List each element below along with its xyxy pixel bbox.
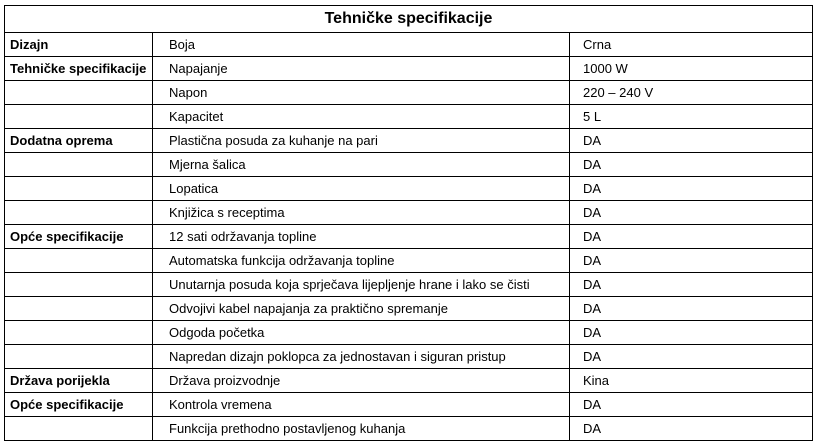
feature-cell: Država proizvodnje (153, 369, 570, 393)
feature-cell: Napredan dizajn poklopca za jednostavan i siguran pristup (153, 345, 570, 369)
table-row (5, 297, 813, 321)
value-cell: DA (570, 249, 813, 273)
feature-cell: Kontrola vremena (153, 393, 570, 417)
value-cell: DA (570, 417, 813, 441)
table-row (5, 369, 813, 393)
category-cell (5, 297, 153, 321)
value-cell: Crna (570, 33, 813, 57)
value-cell: DA (570, 393, 813, 417)
value-cell: DA (570, 153, 813, 177)
value-cell: DA (570, 177, 813, 201)
value-cell: DA (570, 225, 813, 249)
feature-cell: Odgoda početka (153, 321, 570, 345)
table-row (5, 345, 813, 369)
table-row (5, 153, 813, 177)
value-cell: DA (570, 321, 813, 345)
table-body (5, 33, 813, 441)
table-row (5, 33, 813, 57)
feature-cell: Kapacitet (153, 105, 570, 129)
table-title-row (5, 6, 813, 33)
category-cell: Dizajn (5, 33, 153, 57)
category-cell (5, 345, 153, 369)
feature-cell: Knjižica s receptima (153, 201, 570, 225)
table-title: Tehničke specifikacije (5, 6, 813, 33)
table-row (5, 273, 813, 297)
value-cell: DA (570, 345, 813, 369)
table-row (5, 177, 813, 201)
spec-table-container (4, 5, 813, 441)
feature-cell: Plastična posuda za kuhanje na pari (153, 129, 570, 153)
table-row (5, 201, 813, 225)
category-cell: Opće specifikacije (5, 225, 153, 249)
feature-cell: Boja (153, 33, 570, 57)
category-cell (5, 321, 153, 345)
feature-cell: Mjerna šalica (153, 153, 570, 177)
feature-cell: Napajanje (153, 57, 570, 81)
value-cell: DA (570, 273, 813, 297)
value-cell: DA (570, 297, 813, 321)
value-cell: DA (570, 129, 813, 153)
table-row (5, 249, 813, 273)
feature-cell: Lopatica (153, 177, 570, 201)
feature-cell: Odvojivi kabel napajanja za praktično spremanje (153, 297, 570, 321)
value-cell: 5 L (570, 105, 813, 129)
table-row (5, 417, 813, 441)
value-cell: 220 – 240 V (570, 81, 813, 105)
feature-cell: Unutarnja posuda koja sprječava lijepljenje hrane i lako se čisti (153, 273, 570, 297)
feature-cell: Automatska funkcija održavanja topline (153, 249, 570, 273)
category-cell: Opće specifikacije (5, 393, 153, 417)
feature-cell: Funkcija prethodno postavljenog kuhanja (153, 417, 570, 441)
value-cell: DA (570, 201, 813, 225)
category-cell (5, 81, 153, 105)
table-row (5, 129, 813, 153)
table-row (5, 81, 813, 105)
category-cell (5, 153, 153, 177)
category-cell (5, 273, 153, 297)
feature-cell: 12 sati održavanja topline (153, 225, 570, 249)
table-row (5, 393, 813, 417)
category-cell (5, 177, 153, 201)
value-cell: 1000 W (570, 57, 813, 81)
category-cell (5, 417, 153, 441)
category-cell (5, 201, 153, 225)
category-cell: Dodatna oprema (5, 129, 153, 153)
value-cell: Kina (570, 369, 813, 393)
category-cell: Država porijekla (5, 369, 153, 393)
table-row (5, 225, 813, 249)
table-row (5, 321, 813, 345)
table-row (5, 57, 813, 81)
feature-cell: Napon (153, 81, 570, 105)
table-row (5, 105, 813, 129)
spec-table (4, 5, 813, 441)
category-cell (5, 249, 153, 273)
category-cell: Tehničke specifikacije (5, 57, 153, 81)
category-cell (5, 105, 153, 129)
